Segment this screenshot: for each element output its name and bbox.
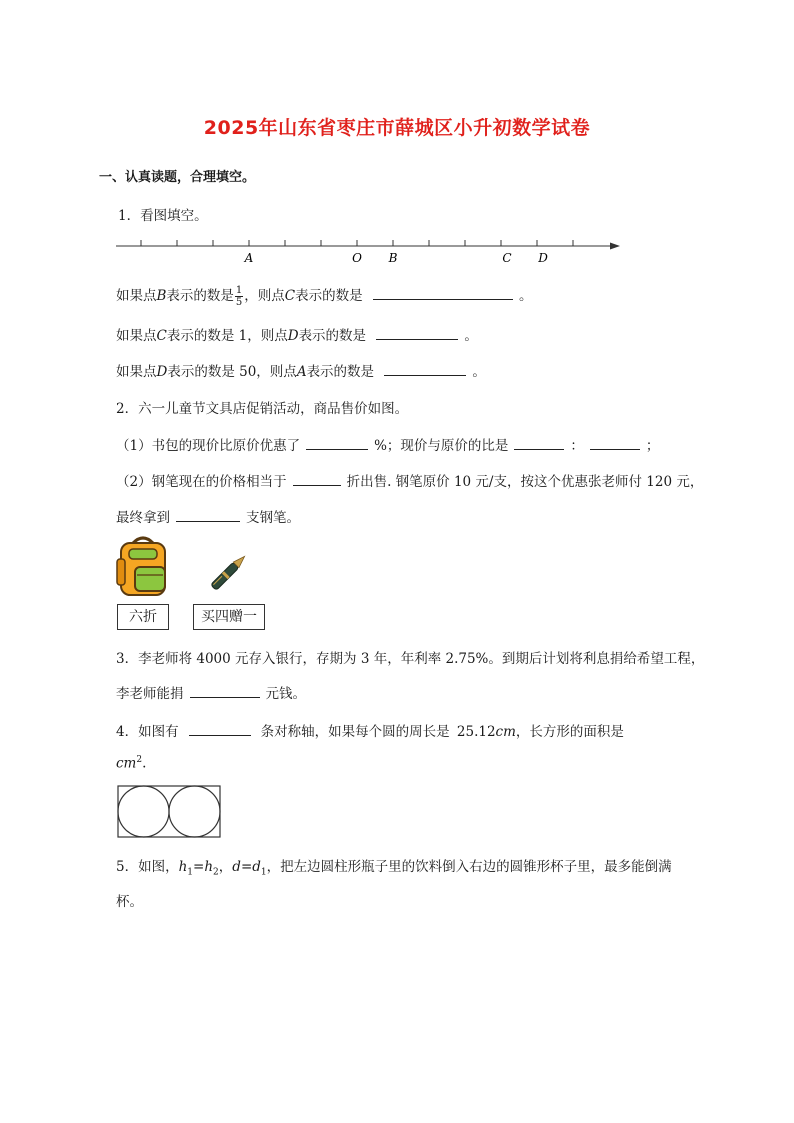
q3-line2: 李老师能捐 元钱。 bbox=[116, 682, 306, 702]
label-a: A bbox=[244, 251, 254, 265]
q1-line2: 如果点C表示的数是 1，则点D表示的数是 。 bbox=[116, 324, 478, 344]
answer-blank-interest[interactable] bbox=[190, 683, 260, 698]
bag-price-tag: 六折 bbox=[117, 604, 169, 630]
answer-blank-discount[interactable] bbox=[306, 435, 368, 450]
q3-line1: 3．李老师将 4000 元存入银行，存期为 3 年，年利率 2.75%。到期后计划将利息捐给希望工程， bbox=[116, 651, 705, 667]
answer-blank-ratio-left[interactable] bbox=[514, 435, 564, 450]
q2-part2-cont: 最终拿到 支钢笔。 bbox=[116, 506, 300, 526]
q1-line3: 如果点D表示的数是 50，则点A表示的数是 。 bbox=[116, 360, 486, 380]
q1-stem: 1．看图填空。 bbox=[118, 208, 208, 224]
q5-line2: 杯。 bbox=[116, 894, 143, 910]
q2-part2: （2）钢笔现在的价格相当于 折出售. 钢笔原价 10 元/支，按这个优惠张老师付 120 元， bbox=[116, 470, 703, 490]
q1-line1: 如果点B表示的数是 $\frac{1}{5}$ ，则点C表示的数是 。 bbox=[116, 285, 533, 308]
q5-line1: 5．如图，$h_1=h_2$，$d=d_1$，把左边圆柱形瓶子里的饮料倒入右边的圆锥形杯子里，最多能倒满 bbox=[116, 859, 672, 878]
page-title: 2025年山东省枣庄市薛城区小升初数学试卷 bbox=[203, 117, 591, 139]
pen-icon bbox=[203, 548, 255, 596]
answer-blank-a[interactable] bbox=[384, 361, 466, 376]
q4-line1: 4．如图有 条对称轴，如果每个圆的周长是 25.12cm，长方形的面积是 bbox=[116, 720, 624, 740]
label-c: C bbox=[502, 251, 512, 265]
answer-blank-d[interactable] bbox=[376, 325, 458, 340]
circle-left bbox=[118, 786, 169, 837]
answer-blank-axes[interactable] bbox=[189, 721, 251, 736]
answer-blank-pens[interactable] bbox=[176, 507, 240, 522]
q2-part1: （1）书包的现价比原价优惠了 %；现价与原价的比是 ： ； bbox=[116, 434, 659, 454]
fraction-one-fifth: $\frac{1}{5}$ bbox=[235, 285, 243, 308]
answer-blank-fold[interactable] bbox=[293, 471, 341, 486]
label-o: O bbox=[352, 251, 362, 265]
q2-stem: 2．六一儿童节文具店促销活动，商品售价如图。 bbox=[116, 401, 409, 417]
circle-right bbox=[169, 786, 220, 837]
answer-blank-c[interactable] bbox=[373, 285, 513, 300]
answer-blank-ratio-right[interactable] bbox=[590, 435, 640, 450]
pen-price-tag: 买四赠一 bbox=[193, 604, 265, 630]
backpack-icon bbox=[115, 535, 171, 599]
q4-line2: $cm^2$. bbox=[116, 755, 147, 772]
number-line-ticks bbox=[141, 240, 573, 246]
rectangle-circles-figure bbox=[117, 785, 223, 839]
number-line bbox=[110, 234, 630, 266]
label-d: D bbox=[538, 251, 548, 265]
label-b: B bbox=[388, 251, 398, 265]
section-heading: 一、认真读题，合理填空。 bbox=[99, 170, 256, 185]
number-line-arrow bbox=[610, 243, 620, 250]
